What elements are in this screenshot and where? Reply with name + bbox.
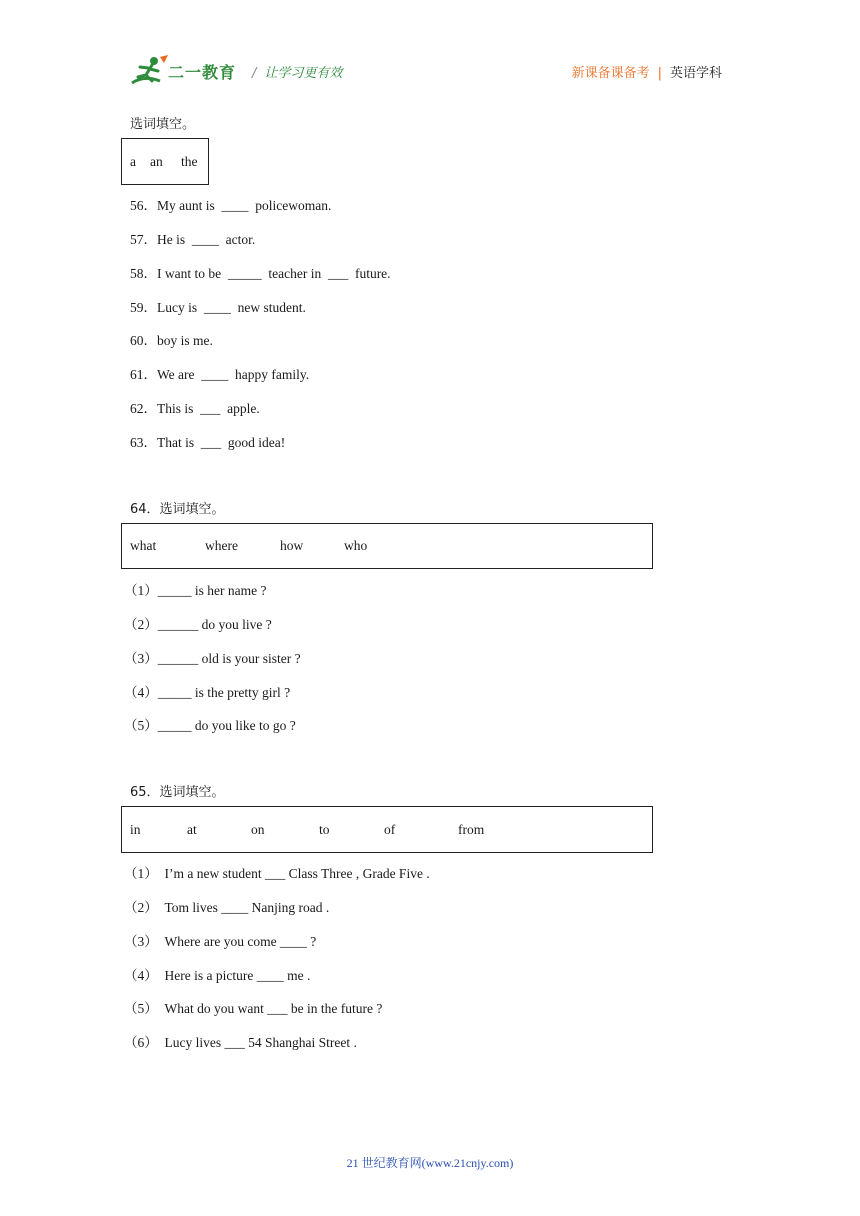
word-box-item: how [280,538,304,553]
question-56: 56．My aunt is ____ policewoman. [130,198,332,213]
section3-instruction: 65．选词填空。 [130,785,225,800]
slogan-text: 让学习更有效 [264,66,343,81]
word-box-item: who [344,538,368,553]
word-box-item: on [251,821,265,837]
word-box-item: the [181,153,198,169]
question-64-4: （4）_____ is the pretty girl ? [124,685,291,700]
runner-logo-icon [130,55,170,89]
page-header [0,0,860,100]
question-65-6: （6） Lucy lives ___ 54 Shanghai Street . [124,1035,357,1050]
question-61: 61．We are ____ happy family. [130,367,310,382]
question-64-1: （1）_____ is her name ? [124,583,267,598]
section2-instruction: 64．选词填空。 [130,502,225,517]
question-64-2: （2）______ do you live ? [124,617,272,632]
word-box-item: what [130,538,157,553]
question-65-1: （1） I’m a new student ___ Class Three , Grade Five . [124,866,430,881]
question-65-4: （4） Here is a picture ____ me . [124,968,311,983]
section3-word-box [121,806,653,853]
logo-text: 二一教育 [168,63,237,82]
header-subject-label: 英语学科 [669,66,722,81]
question-58: 58．I want to be _____ teacher in ___ future. [130,266,391,281]
header-subject: 新课备课备考 | 英语学科 [571,66,722,81]
footer-link[interactable]: 21 世纪教育网(www.21cnjy.com) [346,1156,514,1170]
word-box-item: of [384,821,396,837]
word-box-item: where [205,538,238,553]
question-64-5: （5）_____ do you like to go ? [124,718,296,733]
header-tagline: 新课备课备考 [571,66,650,81]
question-65-3: （3） Where are you come ____ ? [124,934,317,949]
slogan: / 让学习更有效 [252,66,343,81]
word-box-item: to [319,821,330,837]
question-65-2: （2） Tom lives ____ Nanjing road . [124,900,330,915]
question-64-3: （3）______ old is your sister ? [124,651,301,666]
question-59: 59．Lucy is ____ new student. [130,300,306,315]
question-60: 60．boy is me. [130,333,213,348]
word-box-item: a [130,153,136,169]
word-box-item: in [130,821,141,837]
question-63: 63．That is ___ good idea! [130,435,286,450]
logo [130,55,242,89]
section1-instruction: 选词填空。 [130,117,196,132]
word-box-item: from [458,821,485,837]
section1-word-box [121,138,209,185]
word-box-item: an [150,153,163,169]
section2-word-box [121,523,653,569]
word-box-item: at [187,821,197,837]
question-57: 57．He is ____ actor. [130,232,256,247]
question-62: 62．This is ___ apple. [130,401,260,416]
question-65-5: （5） What do you want ___ be in the future ? [124,1001,383,1016]
